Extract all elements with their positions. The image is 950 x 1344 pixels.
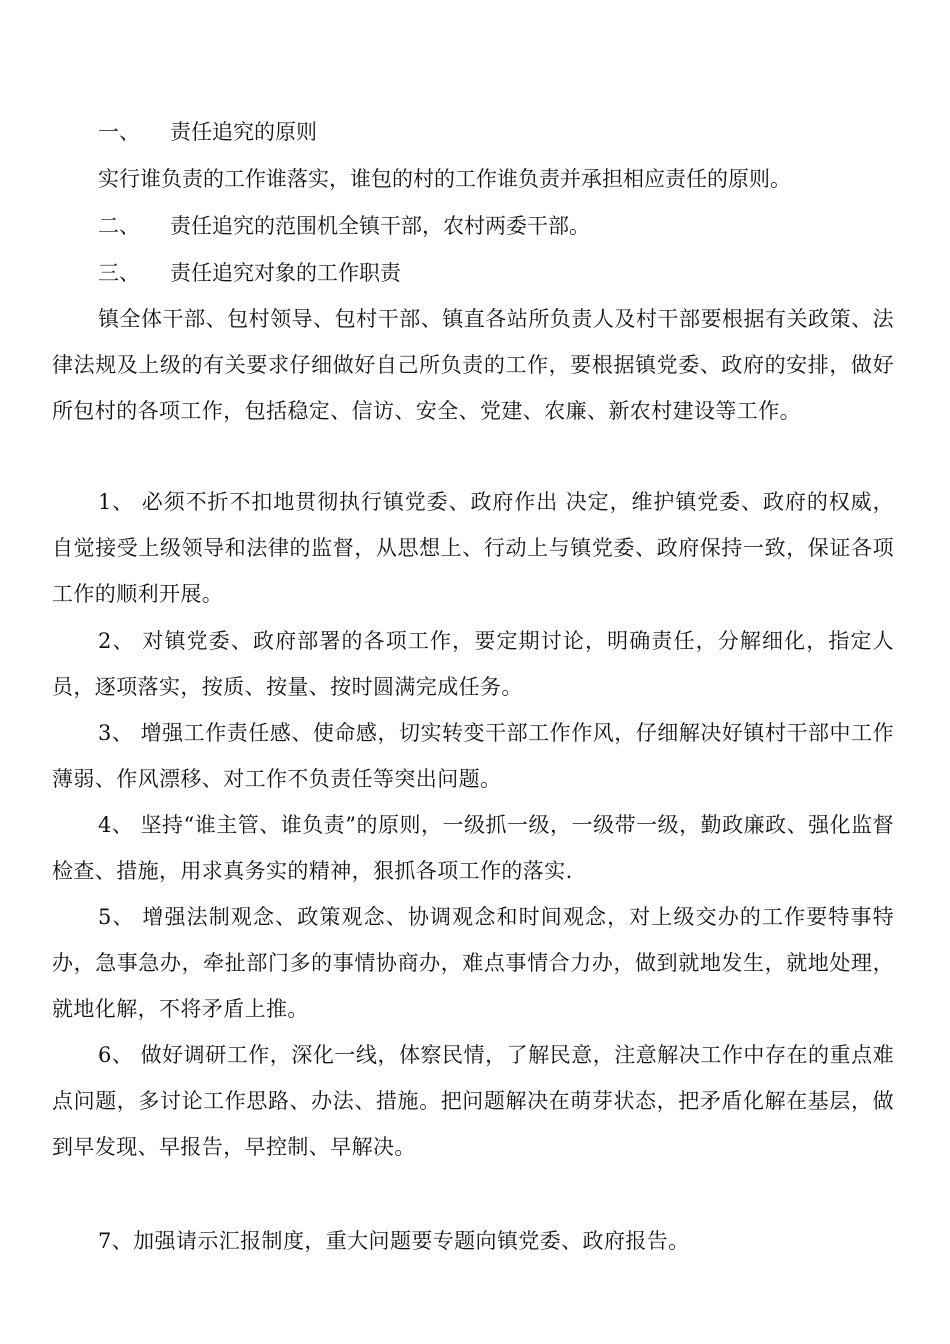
section-heading-1	[98, 117, 317, 147]
duty-item-6: 6、 做好调研工作，深化一线，体察民情，了解民意，注意解决工作中存在的重点难点问题，多讨论工作思路、办法、措施。把问题解决在萌芽状态，把矛盾化解在基层，做到早发现、早报告，早控制、早解决。	[52, 1043, 894, 1159]
section-number: 二、	[98, 214, 140, 238]
section-number: 一、	[98, 120, 140, 144]
duty-item-1: 1、 必须不折不扣地贯彻执行镇党委、政府作出 决定，维护镇党委、政府的权威，自觉接受上级领导和法律的监督，从思想上、行动上与镇党委、政府保持一致，保证各项工作的顺利开展。	[52, 490, 894, 606]
duty-item-5: 5、 增强法制观念、政策观念、协调观念和时间观念，对上级交办的工作要特事特办，急事急办，牵扯部门多的事情协商办，难点事情合力办，做到就地发生，就地处理，就地化解，不将矛盾上推。	[52, 905, 894, 1021]
principle-paragraph: 实行谁负责的工作谁落实，谁包的村的工作谁负责并承担相应责任的原则。	[98, 167, 791, 191]
section-title: 责任追究对象的工作职责	[170, 261, 401, 285]
duties-intro-paragraph: 镇全体干部、包村领导、包村干部、镇直各站所负责人及村干部要根据有关政策、法律法规及上级的有关要求仔细做好自己所负责的工作，要根据镇党委、政府的安排，做好所包村的各项工作，包括稳定、信访、安全、党建、农廉、新农村建设等工作。	[52, 307, 894, 423]
section-heading-2	[98, 211, 590, 241]
duty-item-7: 7、加强请示汇报制度，重大问题要专题向镇党委、政府报告。	[98, 1229, 690, 1253]
section-title: 责任追究的范围机全镇干部，农村两委干部。	[170, 214, 590, 238]
section-title: 责任追究的原则	[170, 120, 317, 144]
section-number: 三、	[98, 261, 140, 285]
duty-item-2: 2、 对镇党委、政府部署的各项工作，要定期讨论，明确责任，分解细化，指定人员，逐项落实，按质、按量、按时圆满完成任务。	[52, 629, 894, 699]
duty-item-3: 3、 增强工作责任感、使命感，切实转变干部工作作风，仔细解决好镇村干部中工作薄弱、作风漂移、对工作不负责任等突出问题。	[52, 721, 894, 791]
duty-item-4: 4、 坚持“谁主管、谁负责”的原则，一级抓一级，一级带一级，勤政廉政、强化监督检查、措施，用求真务实的精神，狠抓各项工作的落实.	[52, 813, 894, 883]
section-heading-3	[98, 258, 401, 288]
